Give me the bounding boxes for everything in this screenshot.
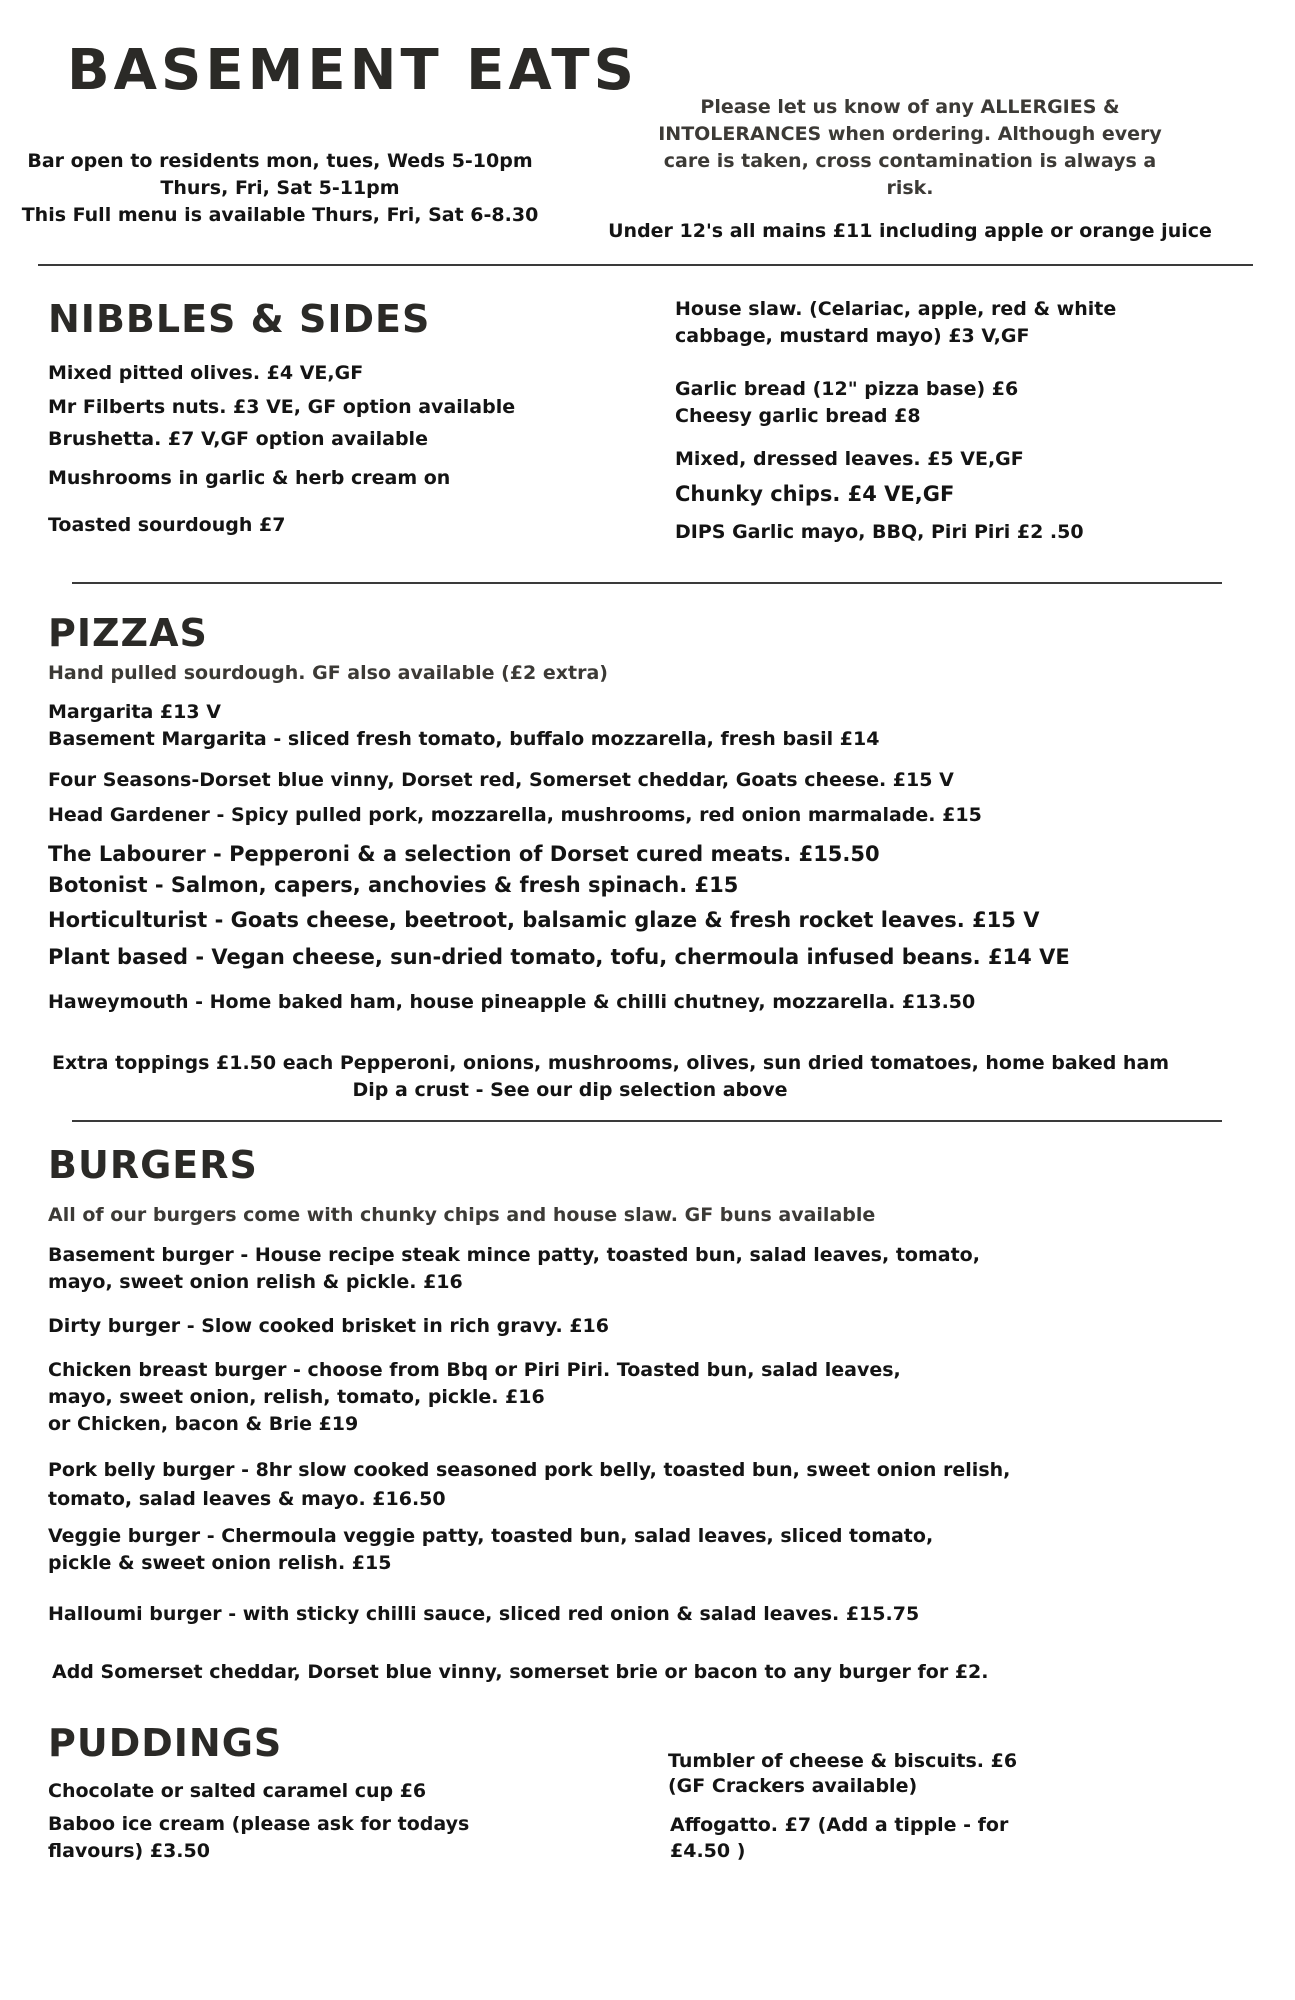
pudding-item: flavours) £3.50 — [48, 1840, 210, 1862]
allergy-line-4: risk. — [886, 177, 934, 199]
burger-line: Chicken breast burger - choose from Bbq or Piri Piri. Toasted bun, salad leaves, — [48, 1359, 901, 1381]
burgers-heading: BURGERS — [48, 1143, 258, 1187]
pizza-item: Head Gardener - Spicy pulled pork, mozzarella, mushrooms, red onion marmalade. £15 — [48, 804, 982, 826]
burger-line: mayo, sweet onion relish & pickle. £16 — [48, 1271, 463, 1293]
hours-line-3: This Full menu is available Thurs, Fri, Sat 6-8.30 — [21, 204, 539, 226]
pudding-item: Baboo ice cream (please ask for todays — [48, 1813, 470, 1835]
sides-item: DIPS Garlic mayo, BBQ, Piri Piri £2 .50 — [675, 521, 1084, 543]
nibbles-item: Mr Filberts nuts. £3 VE, GF option available — [48, 396, 516, 418]
pudding-item: Tumbler of cheese & biscuits. £6 — [668, 1750, 1018, 1772]
divider-header — [38, 264, 1253, 266]
pizza-item: Margarita £13 V — [48, 701, 221, 723]
pizza-item: Basement Margarita - sliced fresh tomato, buffalo mozzarella, fresh basil £14 — [48, 728, 880, 750]
pizza-dip-note: Dip a crust - See our dip selection above — [352, 1079, 788, 1101]
menu-title: BASEMENT EATS — [67, 38, 638, 103]
sides-item: Garlic bread (12" pizza base) £6 — [675, 378, 1019, 400]
hours-line-2: Thurs, Fri, Sat 5-11pm — [160, 177, 400, 199]
pizza-item: Botonist - Salmon, capers, anchovies & fresh spinach. £15 — [48, 873, 739, 897]
nibbles-heading: NIBBLES & SIDES — [48, 297, 431, 341]
pizza-extras: Extra toppings £1.50 each Pepperoni, onions, mushrooms, olives, sun dried tomatoes, home baked ham — [52, 1052, 1170, 1074]
burger-line: tomato, salad leaves & mayo. £16.50 — [48, 1488, 446, 1510]
nibbles-item: Mushrooms in garlic & herb cream on — [48, 467, 451, 489]
burger-line: Veggie burger - Chermoula veggie patty, toasted bun, salad leaves, sliced tomato, — [48, 1525, 934, 1547]
pizzas-subtitle: Hand pulled sourdough. GF also available (£2 extra) — [48, 662, 608, 684]
burger-line: Dirty burger - Slow cooked brisket in rich gravy. £16 — [48, 1315, 609, 1337]
burger-line: mayo, sweet onion, relish, tomato, pickle. £16 — [48, 1386, 545, 1408]
sides-item: Cheesy garlic bread £8 — [675, 405, 921, 427]
pudding-item: Chocolate or salted caramel cup £6 — [48, 1780, 427, 1802]
hours-line-1: Bar open to residents mon, tues, Weds 5-10pm — [27, 150, 533, 172]
burger-line: Pork belly burger - 8hr slow cooked seasoned pork belly, toasted bun, sweet onion relish, — [48, 1459, 1011, 1481]
sides-item: cabbage, mustard mayo) £3 V,GF — [675, 325, 1030, 347]
divider-nibbles — [72, 582, 1222, 584]
allergy-line-3: care is taken, cross contamination is always a — [663, 150, 1157, 172]
pizzas-heading: PIZZAS — [48, 611, 208, 655]
pizza-item: Haweymouth - Home baked ham, house pineapple & chilli chutney, mozzarella. £13.50 — [48, 991, 976, 1013]
divider-pizzas — [72, 1120, 1222, 1122]
pudding-item: (GF Crackers available) — [668, 1775, 918, 1797]
burger-line: pickle & sweet onion relish. £15 — [48, 1552, 392, 1574]
pudding-item: Affogatto. £7 (Add a tipple - for — [670, 1814, 1009, 1836]
nibbles-item: Mixed pitted olives. £4 VE,GF — [48, 362, 364, 384]
pudding-item: £4.50 ) — [670, 1840, 746, 1862]
burger-line: Basement burger - House recipe steak mince patty, toasted bun, salad leaves, tomato, — [48, 1244, 980, 1266]
sides-item: House slaw. (Celariac, apple, red & white — [675, 298, 1117, 320]
allergy-line-2: INTOLERANCES when ordering. Although every — [658, 123, 1162, 145]
kids-note: Under 12's all mains £11 including apple or orange juice — [608, 220, 1212, 242]
burgers-subtitle: All of our burgers come with chunky chips and house slaw. GF buns available — [48, 1204, 876, 1226]
puddings-heading: PUDDINGS — [48, 1721, 283, 1765]
pizza-item: Four Seasons-Dorset blue vinny, Dorset red, Somerset cheddar, Goats cheese. £15 V — [48, 769, 954, 791]
burger-line: or Chicken, bacon & Brie £19 — [48, 1413, 359, 1435]
sides-item: Mixed, dressed leaves. £5 VE,GF — [675, 448, 1024, 470]
allergy-line-1: Please let us know of any ALLERGIES & — [700, 96, 1120, 118]
burger-line: Halloumi burger - with sticky chilli sauce, sliced red onion & salad leaves. £15.75 — [48, 1603, 920, 1625]
pizza-item: Horticulturist - Goats cheese, beetroot, balsamic glaze & fresh rocket leaves. £15 V — [48, 908, 1040, 932]
sides-item: Chunky chips. £4 VE,GF — [675, 482, 955, 506]
nibbles-item: Brushetta. £7 V,GF option available — [48, 428, 428, 450]
nibbles-item: Toasted sourdough £7 — [48, 514, 286, 536]
burger-addon: Add Somerset cheddar, Dorset blue vinny, somerset brie or bacon to any burger for £2. — [52, 1661, 989, 1683]
pizza-item: Plant based - Vegan cheese, sun-dried tomato, tofu, chermoula infused beans. £14 VE — [48, 945, 1070, 969]
pizza-item: The Labourer - Pepperoni & a selection of Dorset cured meats. £15.50 — [48, 842, 880, 866]
